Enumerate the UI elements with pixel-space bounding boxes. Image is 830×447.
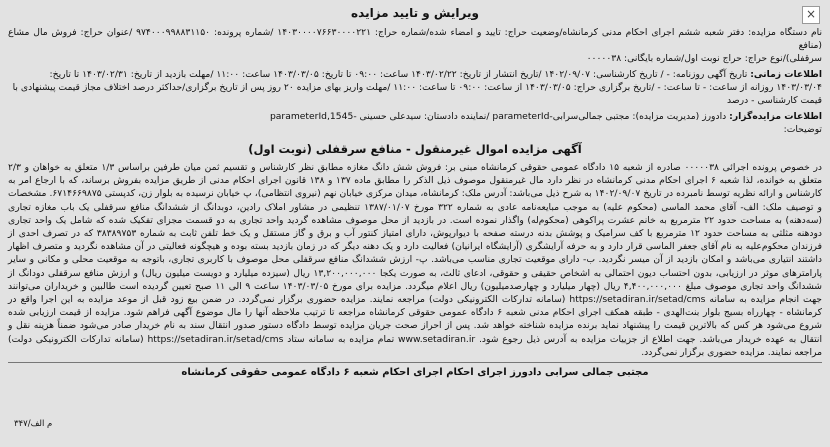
organizer-label: اطلاعات مزایده‌گزار: <box>729 111 822 122</box>
timing-text-2: ۱۴۰۳/۰۳/۰۴ روزانه از ساعت: - تا ساعت: - /تاریخ برگزاری حراج: ۱۴۰۳/۰۳/۰۵ از ساعت: ۰۹:۰۰ تا ساعت: ۱۱:۰۰ /مهلت واریز بهای مزایده ۲۰ روز پس از تاریخ برگزاری/حداکثر درصد اختلاف مجاز قیمت پیشنهادی با <box>12 82 822 93</box>
announcement-title: آگهی مزایده اموال غیرمنقول - منافع سرقفلی (نوبت اول) <box>248 142 582 156</box>
organizer-info <box>8 110 822 123</box>
timing-info <box>8 68 822 81</box>
footer-code: م الف/۳۴۷ <box>14 419 53 429</box>
close-icon[interactable]: × <box>802 6 820 24</box>
timing-label: اطلاعات زمانی: <box>750 69 822 80</box>
organizer-text: دادورز (مدیریت مزایده): مجتبی جمالی‌سرابی-parameterId /نماینده دادستان: سیدعلی حسینی -parameterId,1545 <box>269 111 730 122</box>
info-line-1: نام دستگاه مزایده: دفتر شعبه ششم اجرای احکام مدنی کرمانشاه/وضعیت حراج: تایید و امضاء شده/شماره حراج: ۱۴۰۳۰۰۰۰۷۶۶۳۰۰۰۰۲۲۱ /شماره پرونده: ۹۷۴۰۰۰۹۹۸۸۳۱۱۵۰ /عنوان حراج: فروش مال مشاع (منافع <box>8 27 822 51</box>
signature: مجتبی جمالی سرابی دادورز اجرای احکام اجرای احکام شعبه ۶ دادگاه عمومی حقوقی کرمانشاه <box>181 367 649 379</box>
timing-text-1: تاریخ آگهی روزنامه: - / تاریخ کارشناسی: ۱۴۰۲/۰۹/۰۷ /تاریخ انتشار از تاریخ: ۱۴۰۳/۰۲/۲۲ ساعت: ۰۹:۰۰ تا تاریخ: ۱۴۰۳/۰۳/۰۵ ساعت: ۱۱:۰۰ /مهلت بازدید از تاریخ: ۱۴۰۳/۰۲/۳۱ تا تاریخ: <box>49 69 751 80</box>
announcement-body: در خصوص پرونده اجرائی ۰۰۰۰۰۳۸ صادره از شعبه ۱۵ دادگاه عمومی حقوقی کرمانشاه مبنی بر: فروش شش دانگ مغازه مطابق نظر کارشناس و تقسیم ثمن میان طرفین براساس ۱/۳ متعلق به خواهان و ۲/۳ متعلق به خوانده، لذا شعبه ۶ اجرای احکام مدنی کرمانشاه در نظر دارد مال غیرمنقول موصوف ذیل الذکر را مطابق ماده ۱۳۷ و ۱۳۸ قانون اجرای احکام مدنی از طریق مزایده بفروش برساند، که با ارجاع امر به کارشناس و ارائه نظریه توسط نامبرده در تاریخ ۱۴۰۲/۰۹/۰۷ به شرح ذیل می‌باشد: آدرس ملک: کرمانشاه، میدان مرکزی خیابان نهم (نیروی انتظامی)، پ خیابان نرسیده به بلوار زن، کدپستی ۶۷۱۴۶۶۹۸۷۵. مشخصات و توصیف ملک: الف- آقای محمد الماسی (محکوم علیه) به موجب مبایعه‌نامه عادی به شماره ۳۲۲ مورخ ۱۳۸۷/۰۱/۰۷ تنظیمی در مشاور املاک رادین، دوبدانگ از ششدانگ منافع سرقفلی یک باب مغازه تجاری (سه‌دهنه) به مساحت حدود ۲۲ مترمربع به خانم عشرت پراکوهی (محکوم‌له) واگذار نموده است. در بازدید از محل موصوف مشاهده گردید واحد تجاری به دو قسمت مجزای تفکیک شده که شامل یک واحد تجاری دودهنه مثلثی به مساحت حدود ۱۲ مترمربع با کف سرامیک و پوشش بدنه درسته صفحه با دیوارپوش، دارای امتیاز کنتور آب و برق و گاز مستقل و یک خط تلفن ثابت به شماره ۳۸۳۸۹۷۵۳ که در تصرف احدی از فرزندان محکوم‌علیه به نام آقای جعفر الماسی قرار دارد و به حرفه آرایشگری (آرایشگاه ایرانیان) فعالیت دارد و یک دهنه دیگر که در زمان بازدید بسته بوده و هیچگونه فعالیتی در آن مشاهده نگردید و متصرف اظهار داشتند انتیاری می‌باشد و امکان بازدید از آن میسر نگردید. ب- دارای موقعیت تجاری مناسب می‌باشد. پ- ارزش ششدانگ منافع سرقفلی محل موصوف با کاربری تجاری، باتوجه به موقعیت محلی و مکانی و سایر پارامترهای موثر در ارزیابی، بدون احتساب دیون احتمالی به اشخاص حقیقی و حقوقی، ادعای ثالث، به صورت یکجا ۱۳,۲۰۰,۰۰۰,۰۰۰ ریال (سیزده میلیارد و دویست میلیون ریال) و ارزش منافع سرقفلی دودانگ از ششدانگ واحد تجاری موصوف مبلغ ۴,۴۰۰,۰۰۰,۰۰۰ ریال (چهار میلیارد و چهارصدمیلیون) ریال اعلام میگردد. مزایده برای مورخ ۱۴۰۳/۰۳/۰۵ ساعت ۹ الی ۱۱ صبح تعیین گردیده است طالبین و خریداران می‌توانند جهت انجام مزایده به سامانه https://setadiran.ir/setad/cms (سامانه تدارکات الکترونیکی دولت) مراجعه نمایند. مزایده حضوری برگزار نمی‌گردد. در ضمن بیع زود قبل از موعد مزایده به این اجرا واقع در کرمانشاه - چهارراه بسیج بلوار بنت‌الهدی - طبقه همکف اجرای احکام مدنی شعبه ۶ دادگاه عمومی حقوقی کرمانشاه مراجعه تا ترتیب ملاحظه آنها را مال موضوع آگهی فراهم شود. مزایده از قیمت ارزیابی شده شروع می‌شود هر کس که بالاترین قیمت را پیشنهاد نماید برنده مزایده شناخته خواهد شد. پس از احراز صحت جریان مزایده توسط دادگاه دستور صدور انتقال سند به نام خریدار صادر می‌شود ضمناً هزینه نقل و انتقال به عهده خریدار می‌باشد. جهت اطلاع از جزییات مزایده به آدرس ذیل رجوع شود. www.setadiran.ir تمام مزایده به سامانه ستاد https://setadiran.ir/setad/cms (سامانه تدارکات الکترونیکی دولت) مراجعه نمایند. مزایده حضوری برگزار نمی‌گردد. <box>8 162 823 358</box>
page-title: ویرایش و تایید مزایده <box>351 6 479 20</box>
divider <box>8 362 822 363</box>
description-label: توضیحات: <box>783 124 822 135</box>
info-line-2: سرقفلی)/نوع حراج: حراج نوبت اول/شماره بایگانی: ۰۰۰۰۰۳۸ <box>586 53 822 64</box>
timing-text-3: قیمت کارشناسی - درصد <box>727 95 822 106</box>
